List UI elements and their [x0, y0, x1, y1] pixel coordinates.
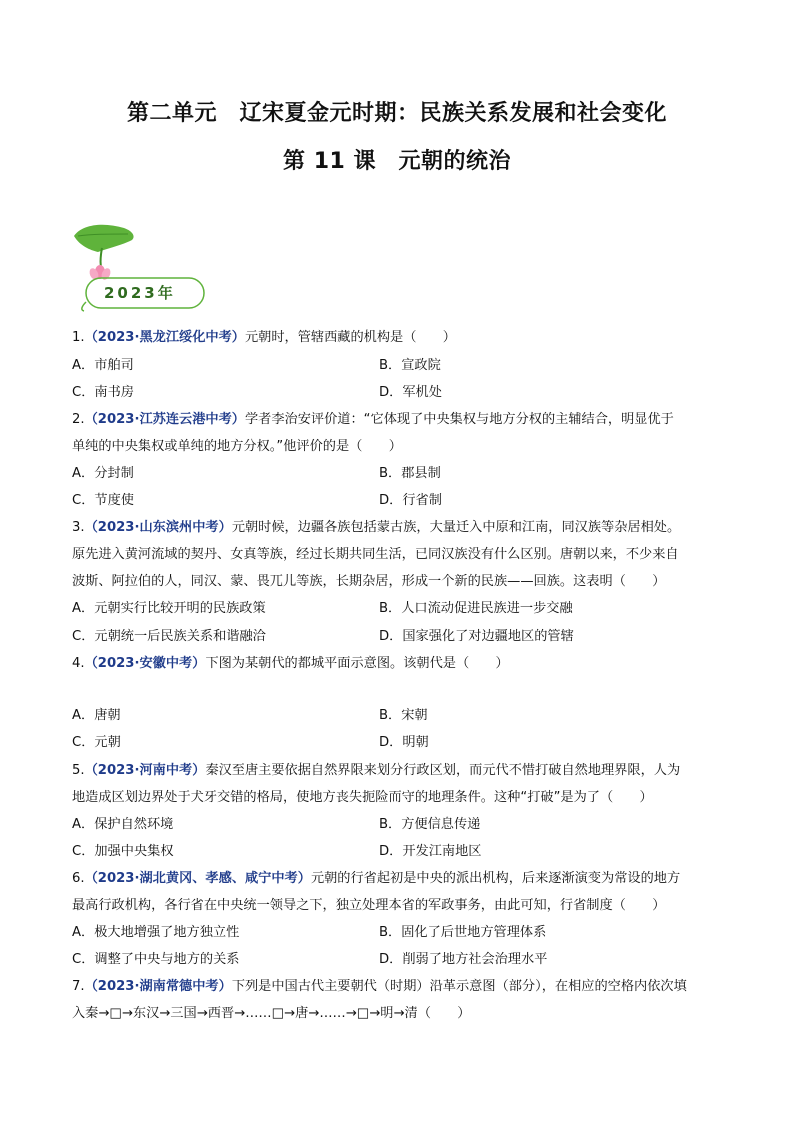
question-number: 4. [72, 656, 85, 671]
question-number: 5. [72, 763, 85, 778]
question-source: （2023·山东滨州中考） [84, 520, 232, 535]
option-c: C．调整了中央与地方的关系 [72, 952, 240, 967]
question-text: 原先进入黄河流域的契丹、女真等族，经过长期共同生活，已同汉族没有什么区别。唐朝以来，不少来自 [72, 547, 679, 562]
year-badge [72, 222, 212, 312]
question-text: 波斯、阿拉伯的人，同汉、蒙、畏兀儿等族，长期杂居，形成一个新的民族——回族。这表明（ ） [72, 574, 666, 589]
option-d: D．明朝 [379, 735, 429, 750]
option-a: A．极大地增强了地方独立性 [72, 925, 240, 940]
question-text: 元朝的行省起初是中央的派出机构，后来逐渐演变为常设的地方 [310, 871, 681, 886]
option-a: A．元朝实行比较开明的民族政策 [72, 601, 266, 616]
question-text: 下列是中国古代主要朝代（时期）沿革示意图（部分），在相应的空格内依次填 [231, 979, 687, 994]
year-label: 2023年 [104, 284, 176, 302]
question-source: （2023·湖南常德中考） [84, 979, 232, 994]
option-b: B．宣政院 [379, 358, 441, 373]
question-4 [72, 650, 722, 677]
option-a: A．保护自然环境 [72, 817, 174, 832]
lesson-title: 第 11 课 元朝的统治 [283, 149, 511, 174]
question-text: 下图为某朝代的都城平面示意图。该朝代是（ ） [205, 656, 509, 671]
option-b: B．人口流动促进民族进一步交融 [379, 601, 573, 616]
option-a: A．分封制 [72, 466, 134, 481]
option-a: A．市舶司 [72, 358, 134, 373]
option-d: D．国家强化了对边疆地区的管辖 [379, 629, 574, 644]
question-text: 秦汉至唐主要依据自然界限来划分行政区划，而元代不惜打破自然地理界限，人为 [205, 763, 681, 778]
question-number: 2. [72, 412, 85, 427]
question-text: 元朝时候，边疆各族包括蒙古族，大量迁入中原和江南，同汉族等杂居相处。 [231, 520, 681, 535]
option-b: B．郡县制 [379, 466, 441, 481]
option-c: C．南书房 [72, 385, 134, 400]
question-number: 6. [72, 871, 85, 886]
option-a: A．唐朝 [72, 708, 121, 723]
question-source: （2023·黑龙江绥化中考） [84, 330, 245, 345]
question-text: 元朝时，管辖西藏的机构是（ ） [245, 330, 456, 345]
question-text: 入秦→□→东汉→三国→西晋→……□→唐→……→□→明→清（ ） [72, 1006, 471, 1021]
option-d: D．开发江南地区 [379, 844, 482, 859]
option-c: C．元朝 [72, 735, 121, 750]
question-1 [72, 324, 722, 351]
option-c: C．加强中央集权 [72, 844, 174, 859]
question-text: 学者李治安评价道：“它体现了中央集权与地方分权的主辅结合，明显优于 [245, 412, 674, 427]
question-text: 最高行政机构，各行省在中央统一领导之下，独立处理本省的军政事务，由此可知，行省制度（ ） [72, 898, 666, 913]
question-number: 7. [72, 979, 85, 994]
question-2 [72, 406, 722, 460]
option-d: D．军机处 [379, 385, 442, 400]
question-source: （2023·河南中考） [84, 763, 206, 778]
question-5 [72, 757, 722, 811]
option-d: D．行省制 [379, 493, 442, 508]
question-source: （2023·江苏连云港中考） [84, 412, 245, 427]
question-7 [72, 973, 722, 1027]
option-c: C．元朝统一后民族关系和谐融洽 [72, 629, 266, 644]
question-number: 1. [72, 330, 85, 345]
option-c: C．节度使 [72, 493, 134, 508]
question-3 [72, 514, 722, 595]
question-source: （2023·湖北黄冈、孝感、咸宁中考） [84, 871, 311, 886]
option-b: B．宋朝 [379, 708, 428, 723]
unit-title: 第二单元 辽宋夏金元时期：民族关系发展和社会变化 [126, 101, 667, 126]
option-b: B．方便信息传递 [379, 817, 481, 832]
option-b: B．固化了后世地方管理体系 [379, 925, 547, 940]
question-6 [72, 865, 722, 919]
question-source: （2023·安徽中考） [84, 656, 206, 671]
question-text: 单纯的中央集权或单纯的地方分权。”他评价的是（ ） [72, 439, 402, 454]
question-number: 3. [72, 520, 85, 535]
question-text: 地造成区划边界处于犬牙交错的格局，使地方丧失扼险而守的地理条件。这种“打破”是为了（ ） [72, 790, 653, 805]
option-d: D．削弱了地方社会治理水平 [379, 952, 548, 967]
